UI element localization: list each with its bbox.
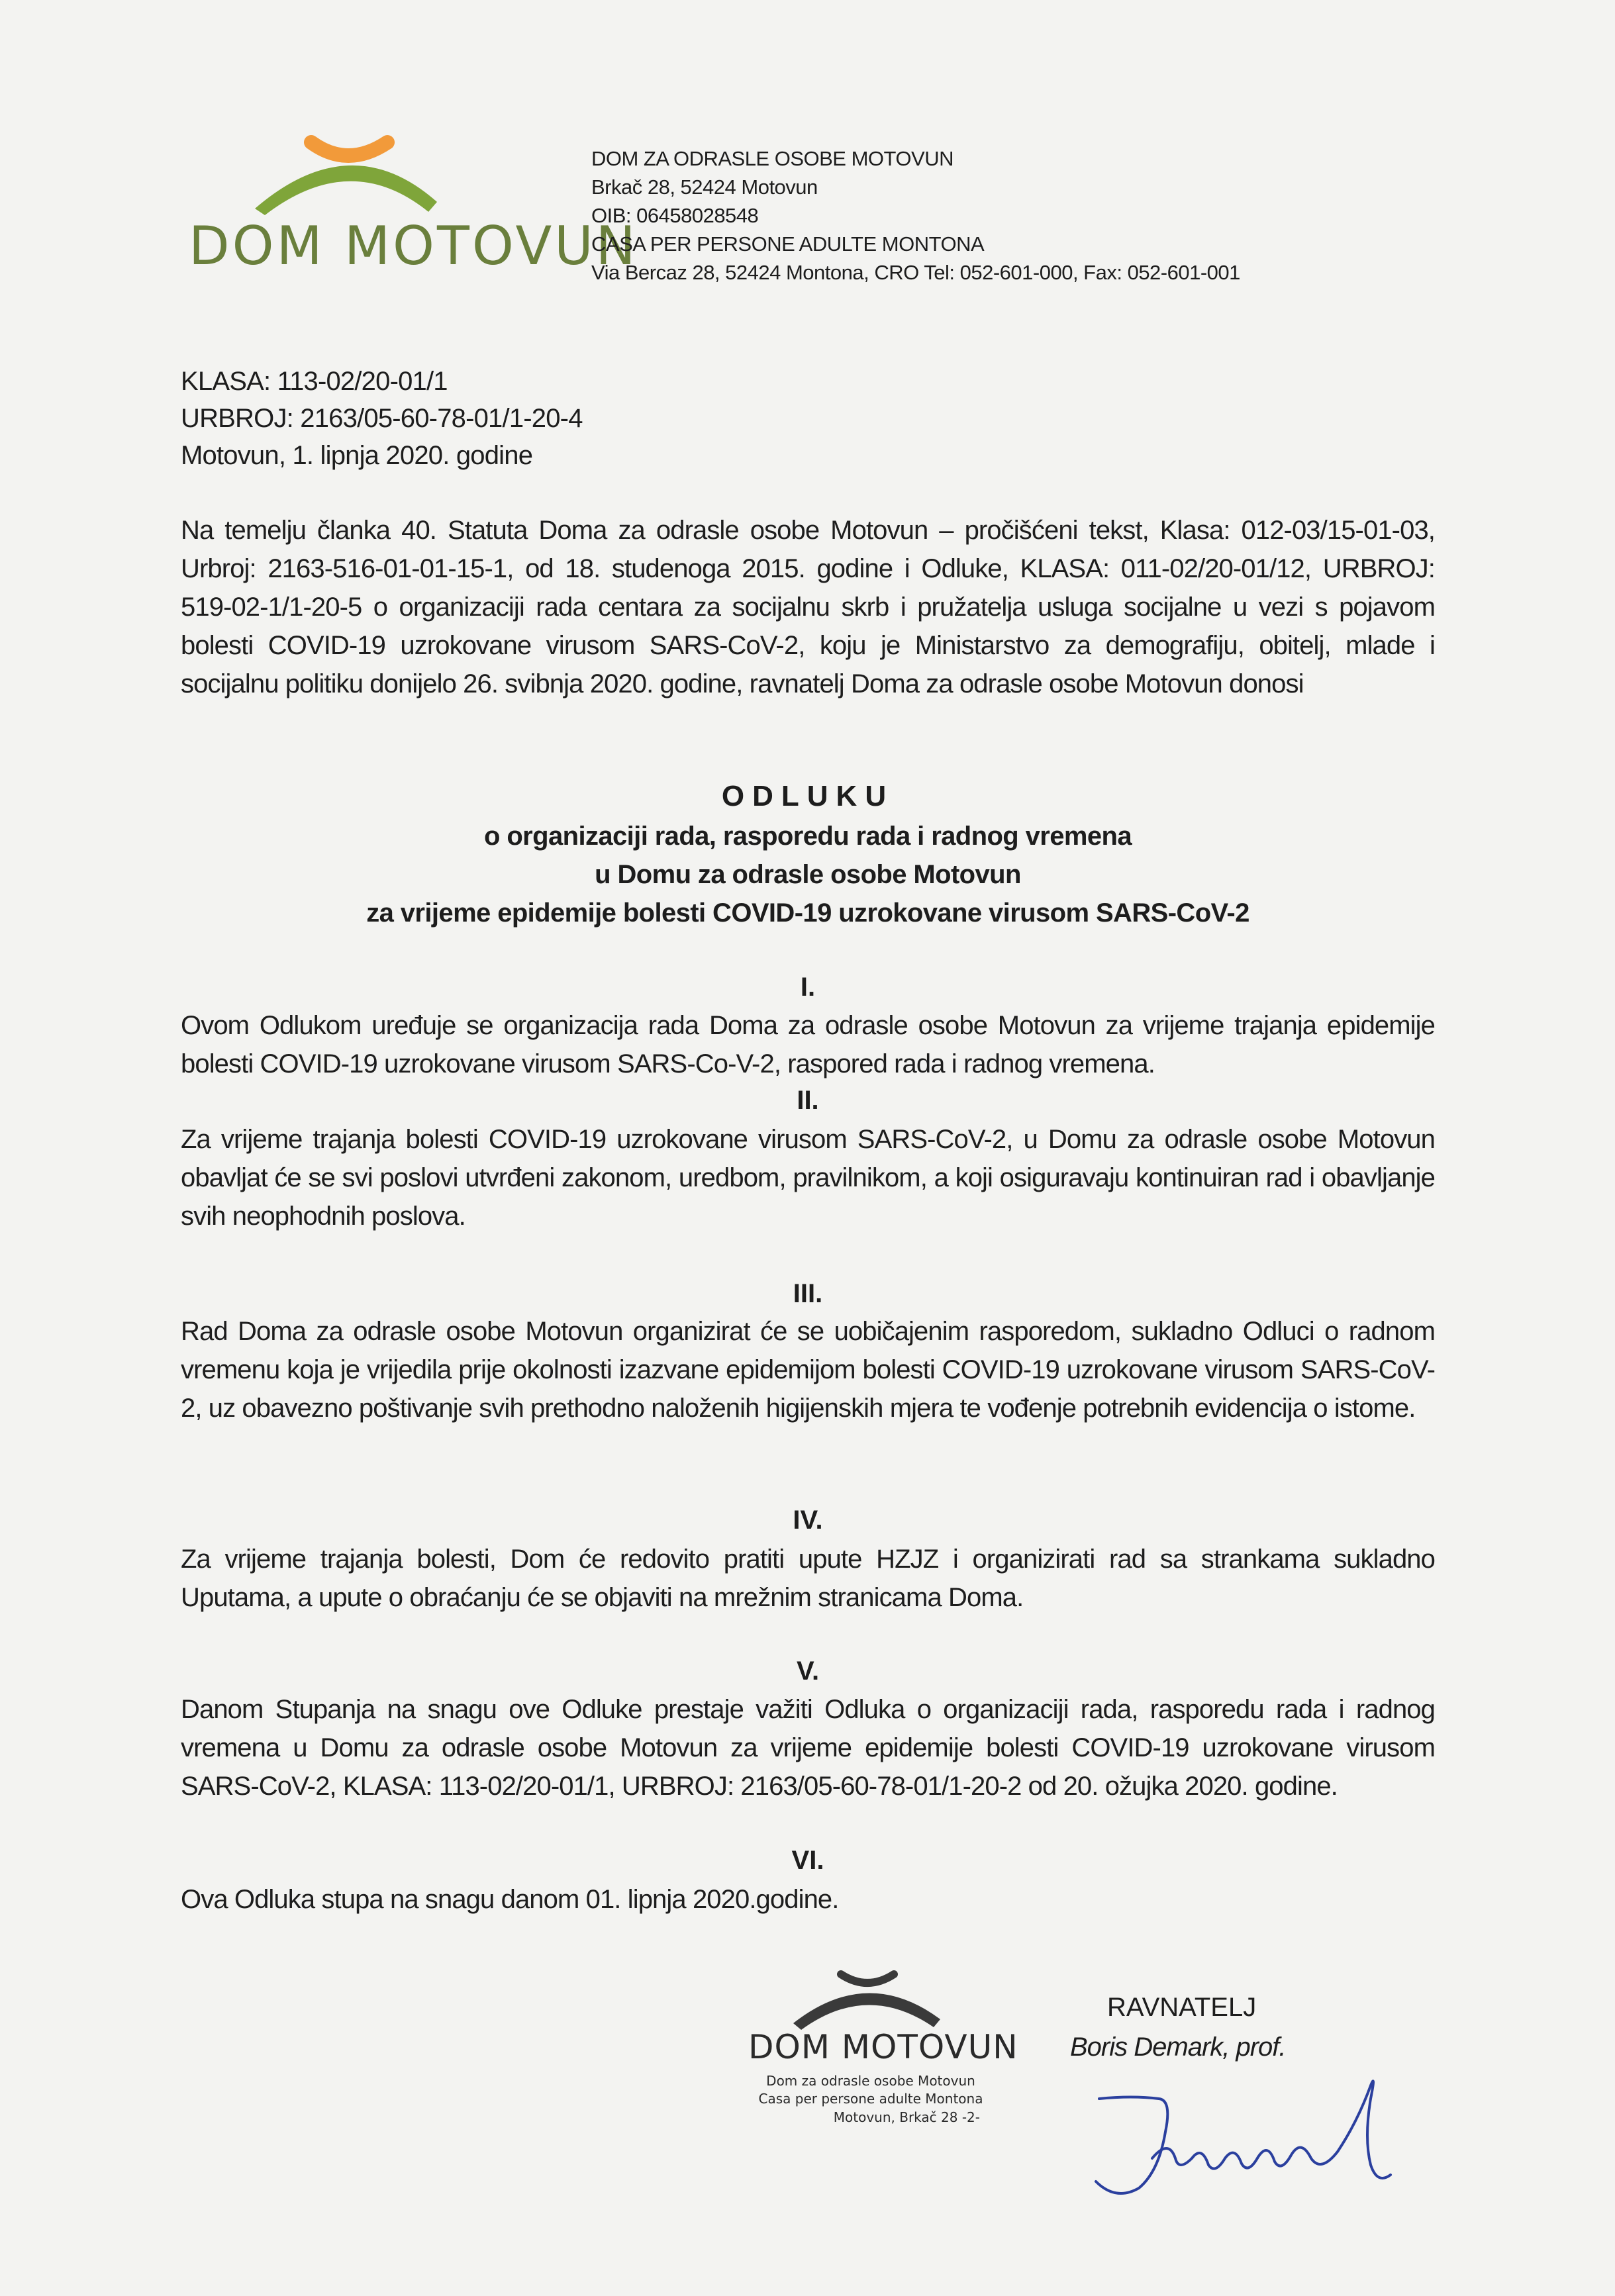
institution-info bbox=[591, 144, 1320, 287]
section-text: Ova Odluka stupa na snagu danom 01. lipnja 2020.godine. bbox=[181, 1885, 839, 1914]
dom-motovun-logo bbox=[189, 129, 638, 281]
section-number: IV. bbox=[793, 1506, 823, 1535]
institution-line: DOM ZA ODRASLE OSOBE MOTOVUN bbox=[591, 147, 954, 170]
decision-title bbox=[181, 776, 1435, 932]
institution-line: CASA PER PERSONE ADULTE MONTONA bbox=[591, 232, 985, 256]
klasa: KLASA: 113-02/20-01/1 bbox=[181, 367, 448, 396]
logo-arcs-icon bbox=[189, 129, 520, 222]
section-text: Rad Doma za odrasle osobe Motovun organizirat će se uobičajenim rasporedom, sukladno Odluci o radnom vremenu koja je vrijedila prije okolnosti izazvane epidemijom bolesti COVID-19 uzrokovane virusom SARS-CoV-2, uz obavezno poštivanje svih prethodno naloženih higijenskih mjera te vođenje potrebnih evidencija o istome. bbox=[181, 1317, 1435, 1423]
section-text: Danom Stupanja na snagu ove Odluke prestaje važiti Odluka o organizaciji rada, rasporedu rada i radnog vremena u Domu za odrasle osobe Motovun za vrijeme epidemije bolesti COVID-19 uzrokovane virusom SARS-CoV-2, KLASA: 113-02/20-01/1, URBROJ: 2163/05-60-78-01/1-20-2 od 20. ožujka 2020. godine. bbox=[181, 1695, 1435, 1801]
section-text: Za vrijeme trajanja bolesti, Dom će redovito pratiti upute HZJZ i organizirati rad sa strankama sukladno Uputama, a upute o obraćanju će se objaviti na mrežnim stranicama Doma. bbox=[181, 1545, 1435, 1612]
stamp-line: Dom za odrasle osobe Motovun bbox=[766, 2073, 975, 2089]
title-line: u Domu za odrasle osobe Motovun bbox=[595, 860, 1021, 889]
director-name: Boris Demark, prof. bbox=[1070, 2033, 1286, 2062]
section-number: I. bbox=[800, 973, 816, 1002]
institution-stamp bbox=[742, 1965, 1018, 2170]
stamp-name: DOM MOTOVUN bbox=[748, 2028, 1018, 2066]
stamp-line: Casa per persone adulte Montona bbox=[758, 2091, 983, 2107]
institution-line: OIB: 06458028548 bbox=[591, 204, 759, 227]
logo-text: DOM MOTOVUN bbox=[189, 215, 638, 277]
section-number: VI. bbox=[791, 1846, 824, 1875]
director-title: RAVNATELJ bbox=[1107, 1993, 1257, 2022]
stamp-logo-icon bbox=[742, 1965, 993, 2038]
handwritten-signature bbox=[1059, 2059, 1430, 2218]
section-text: Za vrijeme trajanja bolesti COVID-19 uzrokovane virusom SARS-CoV-2, u Domu za odrasle osobe Motovun obavljat će se svi poslovi utvrđeni zakonom, uredbom, pravilnikom, a koji osiguravaju kontinuiran rad i obavljanje svih neophodnih poslova. bbox=[181, 1125, 1435, 1231]
stamp-line: Motovun, Brkač 28 -2- bbox=[833, 2109, 980, 2125]
section-number: III. bbox=[793, 1279, 823, 1308]
institution-line: Via Bercaz 28, 52424 Montona, CRO Tel: 052-601-000, Fax: 052-601-001 bbox=[591, 261, 1240, 284]
preamble: Na temelju članka 40. Statuta Doma za odrasle osobe Motovun – pročišćeni tekst, Klasa: 012-03/15-01-03, Urbroj: 2163-516-01-01-15-1, od 18. studenoga 2015. godine i Odluke, KLASA: 011-02/20-01/12, URBROJ: 519-02-1/1-20-5 o organizaciji rada centara za socijalnu skrb i pružatelja usluga socijalne u vezi s pojavom bolesti COVID-19 uzrokovane virusom SARS-CoV-2, koju je Ministarstvo za demografiju, obitelj, mlade i socijalnu politiku donijelo 26. svibnja 2020. godine, ravnatelj Doma za odrasle osobe Motovun donosi bbox=[181, 516, 1435, 698]
reference-block bbox=[181, 363, 583, 474]
title-line: o organizaciji rada, rasporedu rada i radnog vremena bbox=[484, 822, 1132, 851]
title-main: ODLUKU bbox=[721, 780, 895, 812]
section-number: V. bbox=[796, 1656, 820, 1686]
institution-line: Brkač 28, 52424 Motovun bbox=[591, 175, 818, 199]
place-date: Motovun, 1. lipnja 2020. godine bbox=[181, 441, 533, 470]
section-number: II. bbox=[797, 1086, 819, 1115]
title-line: za vrijeme epidemije bolesti COVID-19 uzrokovane virusom SARS-CoV-2 bbox=[366, 898, 1249, 928]
urbroj: URBROJ: 2163/05-60-78-01/1-20-4 bbox=[181, 404, 583, 433]
section-text: Ovom Odlukom uređuje se organizacija rada Doma za odrasle osobe Motovun za vrijeme trajanja epidemije bolesti COVID-19 uzrokovane virusom SARS-Co-V-2, raspored rada i radnog vremena. bbox=[181, 1011, 1435, 1078]
